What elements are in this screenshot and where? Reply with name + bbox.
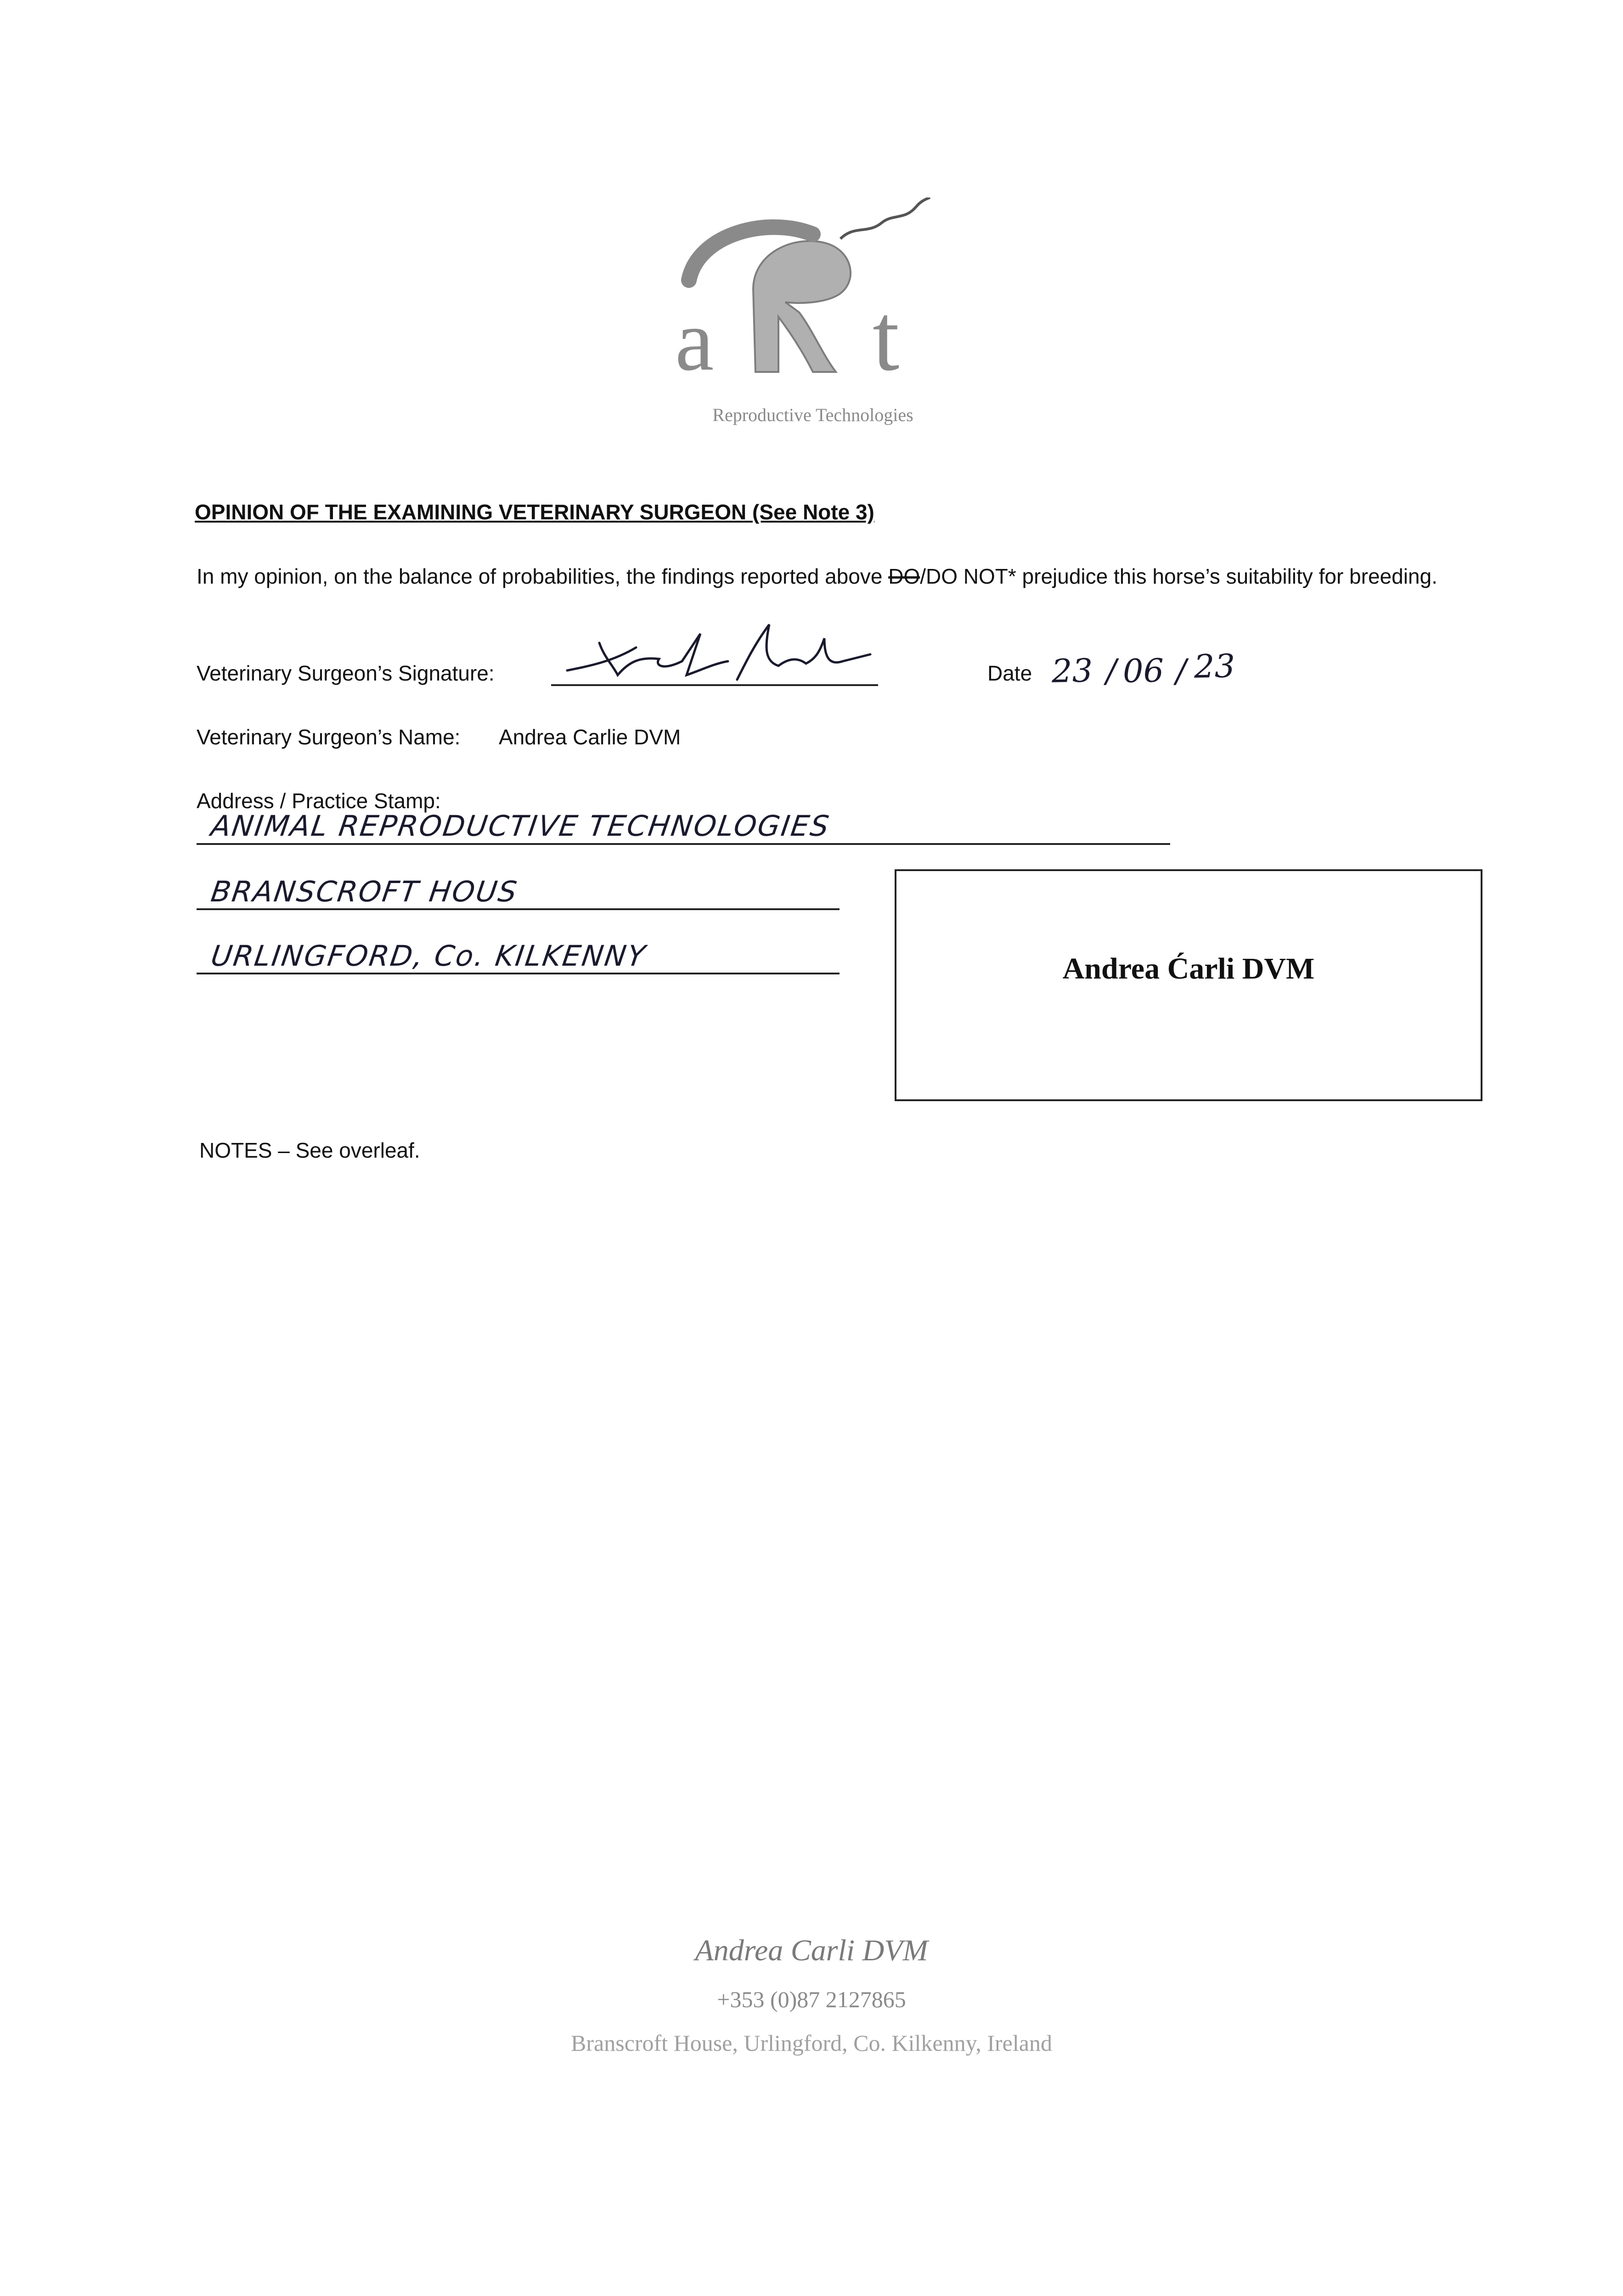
art-logo-graphic [661,197,964,413]
signature-line [551,684,878,686]
footer-phone: +353 (0)87 2127865 [717,1986,906,2012]
svg-text:t: t [873,284,900,391]
date-separator: / [1105,652,1117,690]
address-label: Address / Practice Stamp: [197,789,441,813]
signature-label: Veterinary Surgeon’s Signature: [197,661,495,685]
address-rule-3 [197,973,840,974]
section-heading: OPINION OF THE EXAMINING VETERINARY SURGEON (See Note 3) [195,500,874,524]
date-label: Date [987,661,1032,685]
address-rule-2 [197,908,840,910]
logo-caption: Reproductive Technologies [712,405,913,425]
date-separator: / [1175,652,1187,690]
surgeon-name-value: Andrea Carlie DVM [499,725,681,749]
practice-stamp-text: Andrea Ćarli DVM [1062,952,1315,985]
date-day: 23 [1051,652,1093,690]
date-month: 06 [1122,652,1164,690]
address-line-3: URLINGFORD, Co. KILKENNY [209,939,649,973]
surgeon-name-label: Veterinary Surgeon’s Name: [197,725,461,749]
address-rule-1 [197,843,1170,845]
notes-reference: NOTES – See overleaf. [199,1138,420,1162]
handwritten-signature [549,615,879,689]
footer-name: Andrea Carli DVM [695,1934,928,1967]
opinion-text-after: /DO NOT* prejudice this horse’s suitability for breeding. [920,564,1437,588]
svg-text:a: a [675,293,714,389]
date-year: 23 [1194,647,1235,686]
footer-address: Branscroft House, Urlingford, Co. Kilkenny, Ireland [571,2030,1052,2056]
address-line-2: BRANSCROFT HOUS [209,875,520,908]
opinion-text-before: In my opinion, on the balance of probabilities, the findings reported above [197,564,889,588]
company-logo [661,197,964,441]
practice-stamp-box [895,869,1482,1101]
struck-option: DO [888,564,920,588]
address-line-1: ANIMAL REPRODUCTIVE TECHNOLOGIES [209,809,833,843]
opinion-statement [197,561,1464,591]
